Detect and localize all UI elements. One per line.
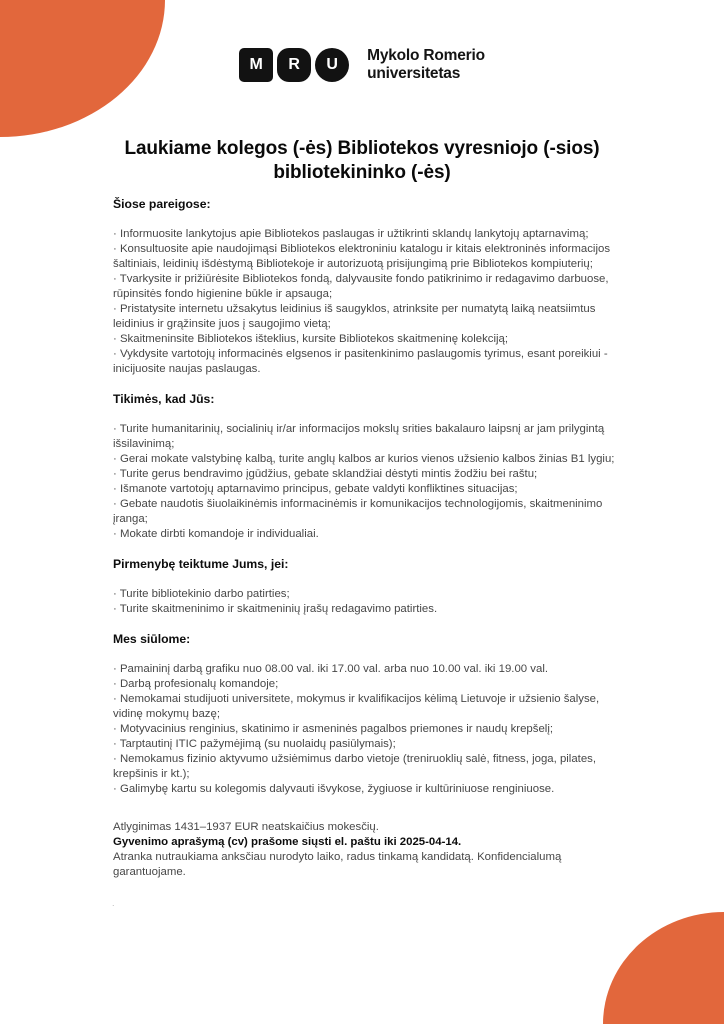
list-item: · Darbą profesionalų komandoje;: [113, 678, 279, 690]
section-duties: [113, 197, 629, 377]
university-name: [367, 47, 485, 83]
salary-text: Atlyginimas 1431–1937 EUR neatskaičius mokesčių.: [113, 821, 379, 833]
offer-list: [113, 662, 629, 797]
logo-letter-u-icon: U: [315, 48, 349, 82]
list-item: · Gebate naudotis šiuolaikinėmis informacinėmis ir komunikacijos technologijomis, skaitmeninimo įranga;: [113, 498, 603, 525]
list-item: · Nemokamai studijuoti universitete, mokymus ir kvalifikacijos kėlimą Lietuvoje ir užsienio šalyse, vidinę mokymų bazę;: [113, 693, 600, 720]
list-item: · Galimybę kartu su kolegomis dalyvauti išvykose, žygiuose ir kultūriniuose renginiuose.: [113, 783, 555, 795]
list-item: · Skaitmeninsite Bibliotekos išteklius, kursite Bibliotekos skaitmeninę kolekciją;: [113, 333, 509, 345]
list-item: · Motyvacinius renginius, skatinimo ir asmeninės pagalbos priemones ir naudų krepšelį;: [113, 723, 554, 735]
logo-letter-m-icon: M: [239, 48, 273, 82]
posting-body: [113, 197, 629, 880]
section-heading-offer: Mes siūlome:: [113, 632, 191, 646]
section-expectations: [113, 392, 629, 542]
list-item: · Turite humanitarinių, socialinių ir/ar informacijos mokslų srities bakalauro laipsnį ar jam prilygintą išsilavinimą;: [113, 423, 605, 450]
orange-quarter-circle-bottom-right: [603, 912, 724, 1024]
list-item: · Turite gerus bendravimo įgūdžius, gebate sklandžiai dėstyti mintis žodžiu bei raštu;: [113, 468, 538, 480]
page-title: Laukiame kolegos (-ės) Bibliotekos vyresniojo (-sios) bibliotekininko (-ės): [124, 138, 600, 183]
university-logo: [0, 47, 724, 83]
section-heading-preferences: Pirmenybę teiktume Jums, jei:: [113, 557, 289, 571]
list-item: · Informuosite lankytojus apie Bibliotekos paslaugas ir užtikrinti sklandų lankytojų aptarnavimą;: [113, 228, 589, 240]
list-item: · Išmanote vartotojų aptarnavimo principus, gebate valdyti konfliktines situacijas;: [113, 483, 518, 495]
list-item: · Turite skaitmeninimo ir skaitmeninių įrašų redagavimo patirties.: [113, 603, 438, 615]
confidentiality-note: Atranka nutraukiama anksčiau nurodyto laiko, radus tinkamą kandidatą. Konfidencialumą garantuojame.: [113, 851, 562, 878]
list-item: · Konsultuosite apie naudojimąsi Bibliotekos elektroniniu katalogu ir kitais elektroninės informacijos šaltiniais, leidinių išdėstymą Bibliotekoje ir autorizuotą prisijungimą prie Bibliotekos kompiuterių;: [113, 243, 611, 270]
preferences-list: [113, 587, 629, 617]
university-name-line1: Mykolo Romerio: [367, 47, 485, 64]
list-item: · Mokate dirbti komandoje ir individualiai.: [113, 528, 319, 540]
list-item: · Gerai mokate valstybinę kalbą, turite anglų kalbos ar kurios vienos užsienio kalbos žinias B1 lygiu;: [113, 453, 615, 465]
list-item: · Vykdysite vartotojų informacinės elgsenos ir pasitenkinimo paslaugomis tyrimus, esant poreikiui - inicijuosite naujas paslaugas.: [113, 348, 608, 375]
list-item: · Tarptautinį ITIC pažymėjimą (su nuolaidų pasiūlymais);: [113, 738, 396, 750]
section-heading-duties: Šiose pareigose:: [113, 197, 211, 211]
stray-period-mark: .: [112, 898, 115, 908]
section-preferences: [113, 557, 629, 617]
cv-deadline-text: Gyvenimo aprašymą (cv) prašome siųsti el. paštu iki 2025-04-14.: [113, 836, 462, 848]
university-name-line2: universitetas: [367, 65, 461, 82]
list-item: · Tvarkysite ir prižiūrėsite Bibliotekos fondą, dalyvausite fondo patikrinimo ir redagavimo darbuose, rūpinsitės fondo higienine būkle ir apsauga;: [113, 273, 609, 300]
list-item: · Turite bibliotekinio darbo patirties;: [113, 588, 290, 600]
logo-letter-r-icon: R: [277, 48, 311, 82]
list-item: · Nemokamus fizinio aktyvumo užsiėmimus darbo vietoje (treniruoklių salė, fitness, joga, pilates, krepšinis ir kt.);: [113, 753, 597, 780]
mru-logo-icon: [239, 48, 349, 82]
section-offer: [113, 632, 629, 797]
list-item: · Pamaininį darbą grafiku nuo 08.00 val. iki 17.00 val. arba nuo 10.00 val. iki 19.00 val.: [113, 663, 549, 675]
expectations-list: [113, 422, 629, 542]
posting-footer: [113, 820, 629, 880]
duties-list: [113, 227, 629, 377]
list-item: · Pristatysite internetu užsakytus leidinius iš saugyklos, atrinksite per numatytą laiką neatsiimtus leidinius ir grąžinsite juos į saugojimo vietą;: [113, 303, 596, 330]
section-heading-expectations: Tikimės, kad Jūs:: [113, 392, 215, 406]
